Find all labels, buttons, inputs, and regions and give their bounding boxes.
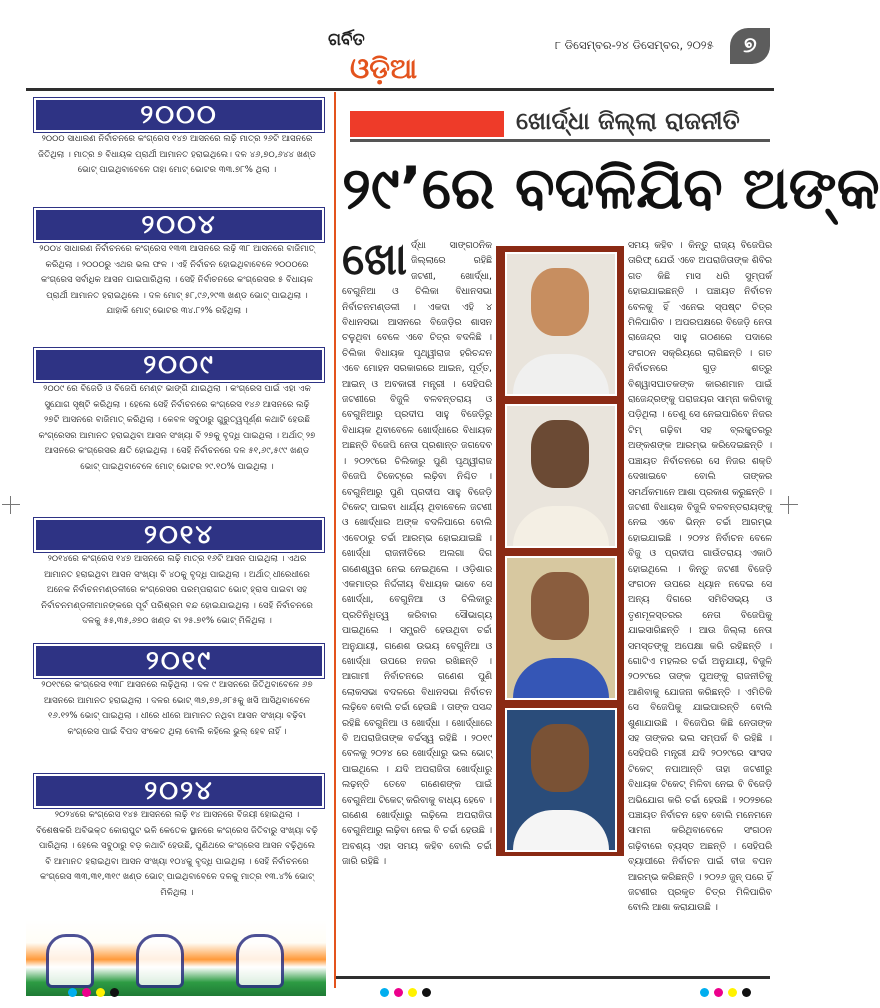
color-dot-yellow xyxy=(96,988,105,997)
year-text: ୨୦୧୯ରେ କଂଗ୍ରେସ ୧୩୮ ଆସନରେ ଲଢ଼ିଥିଲା । ଦଳ ୯ ଆସନରେ ଜିତିଥିବାବେଳେ ୬୭ ଆସନରେ ଆମାନତ ହରାଇଥିଲା । ଦଳର ଭୋଟ୍ ୩୭,୭୭,୬୮୫କୁ ଖସି ଆସିଥିବାବେଳେ ୧୬.୧୨% ଭୋଟ୍ ପାଇଥିଲା । ଧୀରେ ଧୀରେ ଆମାନତ ନଥିବା ଆସନ ସଂଖ୍ୟା ବଢ଼ିବା କଂଗ୍ରେସ ପାଇଁ ବିପଦ ସଂକେତ ଥିଲା ବୋଲି କହିଲେ ଭୁଲ୍ ହେବ ନାହିଁ । xyxy=(41,680,313,737)
year-heading: ୨୦୦୪ xyxy=(34,208,324,242)
hand-symbol-icon xyxy=(136,934,184,988)
color-dot-cyan xyxy=(68,988,77,997)
color-dot-cyan xyxy=(380,988,389,997)
color-dot-magenta xyxy=(714,988,723,997)
sidebar-history xyxy=(26,92,326,998)
year-heading: ୨୦୨୪ xyxy=(34,774,324,808)
year-text: ୨୦୨୪ରେ କଂଗ୍ରେସ ୧୪୫ ଆସନରେ ଲଢ଼ି ୧୪ ଆସନରେ ବିଜୟୀ ହୋଇଥିଲା । ବିଶେଷକରି ଅବିଭକ୍ତ କୋରାପୁଟ ଭଳି କେତେକ ସ୍ଥାନରେ କଂଗ୍ରେସ ଜିତିବାରୁ ସଂଖ୍ୟା ବଢ଼ି ପାରିଥିଲା । ହେଲେ ସବୁଠାରୁ ବଡ଼ କଥାଟି ହେଉଛି, ପୁଣିଥରେ କଂଗ୍ରେସ ଆସନ ବଢ଼ିଥିଲେ ବି ଆମାନତ ହରାଇଥିବା ଆସନ ସଂଖ୍ୟା ୧୦୪କୁ ବୃଦ୍ଧି ପାଇଥିଲା । ସେହି ନିର୍ବାଚନରେ କଂଗ୍ରେସ ୩୩,୩୧,୩୧୯ ଖଣ୍ଡ ଭୋଟ୍ ପାଇଥିବାବେଳେ ଦଳକୁ ମାତ୍ର ୧୩.୪% ଭୋଟ୍ ମିଳିଥିଲା । xyxy=(36,810,318,898)
year-heading: ୨୦୦୯ xyxy=(34,348,324,382)
article-text-1: ର୍ଦ୍ଧା ସାଙ୍ଗଠନିକ ଜିଲ୍ଲାରେ ରହିଛି ଜଟଣୀ, ଖୋର୍ଦ୍ଧା, ବେଗୁନିଆ ଓ ଚିଲିକା ବିଧାନସଭା ନିର୍ବାଚନମଣ୍ଡଳୀ । ଏକଦା ଏହି ୪ ବିଧାନସଭା ଆସନରେ ବିଜେଡ଼ିର ଶାସନ ଚଳୁଥିବା ବେଳେ ଏବେ ଚିତ୍ର ବଦଳିଛି । ଚିଲିକା ବିଧାୟକ ପୃଥ୍ୱୀରାଜ ହରିଚନ୍ଦନ ଏବେ ମୋହନ ସରକାରରେ ଆଇନ, ପୂର୍ତ୍ତ, ଆଇନ୍ ଓ ଅବକାରୀ ମନ୍ତ୍ରୀ । ସେହିପରି ଜଟଣୀରେ ବିଜୁଳି ବଳବନ୍ତରାୟ ଓ ବେଗୁନିଆରୁ ପ୍ରଦୀପ ସାହୁ ବିଜେଡ଼ିରୁ ବିଧାୟକ ଥିବାବେଳେ ଖୋର୍ଦ୍ଧାରେ ବିଧାୟକ ଅଛନ୍ତି ବିଜେପି ନେତା ପ୍ରଶାନ୍ତ ଜଗଦେବ । ୨୦୨୯ରେ ଚିଲିକାରୁ ପୁଣି ପୃଥ୍ୱୀରାଜ ବିଜେପି ଟିକେଟ୍ରେ ଲଢ଼ିବା ନିଶ୍ଚିତ । ବେଗୁନିଆରୁ ପୁଣି ପ୍ରଦୀପ ସାହୁ ବିଜେଡ଼ି ଟିକେଟ୍ ପାଇବା ଧାର୍ଯ୍ୟ ଥିବାବେଳେ ଜଟଣୀ ଓ ଖୋର୍ଦ୍ଧାର ଅଙ୍କ ବଦଳିପାରେ ବୋଲି ଏବେଠାରୁ ଚର୍ଚ୍ଚା ଆରମ୍ଭ ହୋଇଯାଇଛି । ଖୋର୍ଦ୍ଧା ରାଜନୀତିରେ ଅଲଗା ଦିଗ ଗଣେଶ୍ୱର ନେଇ ନେଇଥିଲେ । ଓଡ଼ିଶାର ଏକମାତ୍ର ନିର୍ଦ୍ଦଳୀୟ ବିଧାୟକ ଭାବେ ସେ ଖୋର୍ଦ୍ଧା, ବେଗୁନିଆ ଓ ଚିଲିକାରୁ ପ୍ରତିନିଧିତ୍ୱ କରିବାର ସୌଭାଗ୍ୟ ପାଇଥିଲେ । ସମ୍ପ୍ରତି ହେଉଥିବା ଚର୍ଚ୍ଚା ଅନୁଯାୟୀ, ଗଣେଶ ଉଭୟ ବେଗୁନିଆ ଓ ଖୋର୍ଦ୍ଧା ଉପରେ ନଜର ରଖିଛନ୍ତି । ଆଗାମୀ ନିର୍ବାଚନରେ ଗଣେଶ ପୁଣି ଲୋକସଭା ବଦଳରେ ବିଧାନସଭା ନିର୍ବାଚନ ଲଢ଼ିବେ ବୋଲି ଚର୍ଚ୍ଚା ହେଉଛି । ତାଙ୍କ ପସନ୍ଦ ରହିଛି ବେଗୁନିଆ ଓ ଖୋର୍ଦ୍ଧା । ଖୋର୍ଦ୍ଧାରେ ବି ଅପରାଜିତାଙ୍କ ବର୍ଚ୍ଚସ୍ୱ ରହିଛି । ୨୦୧୯ ବେଳକୁ ୨୦୨୪ ରେ ଖୋର୍ଦ୍ଧାରୁ ଭଲ ଭୋଟ୍ ପାଇଥିଲେ । ଯଦି ଅପରାଜିତା ଖୋର୍ଦ୍ଧାରୁ ଲଢ଼ନ୍ତି ତେବେ ଗଣେଶଙ୍କ ପାଇଁ ବେଗୁନିଆ ଟିକେଟ୍ କରିବାକୁ ବାଧ୍ୟ ହେବେ । ଗଣେଶ ଖୋର୍ଦ୍ଧାରୁ ଲଢ଼ିଲେ ଅପରାଜିତା ବେଗୁନିଆରୁ ଲଢ଼ିବା ନେଇ ବି ଚର୍ଚ୍ଚା ହେଉଛି । ଅବଶ୍ୟ ଏହା ସମୟ କହିବ ବୋଲି ଚର୍ଚ୍ଚା ଜାରି ରହିଛି । xyxy=(342,240,492,868)
photo-politician-4 xyxy=(505,708,617,852)
masthead-line2: ଓଡ଼ିଆ xyxy=(350,52,418,85)
header-rule xyxy=(26,88,774,91)
portrait-face xyxy=(531,572,589,640)
year-text: ୨୦୦୯ ରେ ବିଜେଡି ଓ ବିଜେପି ମେଣ୍ଟ ଭାଙ୍ଗି ଯାଇଥିଲା । କଂଗ୍ରେସ ପାଇଁ ଏହା ଏକ ସୁଯୋଗ ସୃଷ୍ଟି କରିଥିଲା । ହେଲେ ସେହି ନିର୍ବାଚନରେ କଂଗ୍ରେସ ୧୪୬ ଆସନରେ ଲଢ଼ି ୨୭ଟି ଆସନରେ ବାଜିମାତ୍ କରିଥିଲା । କେବଳ ସବୁଠାରୁ ଗୁରୁତ୍ୱପୂର୍ଣ୍ଣ କଥାଟି ହେଉଛି କଂଗ୍ରେସର ଆମାନତ ହରାଇଥିବା ଆସନ ସଂଖ୍ୟା ବି ୨୭କୁ ବୃଦ୍ଧି ପାଇଥିଲା । ଅର୍ଥାତ୍ ୨୭ ଆସନରେ କଂଗ୍ରେସର କ୍ଷତି ହୋଇଥିଲା । ସେହି ନିର୍ବାଚନରେ ଦଳ ୫୧,୬୯,୫୯୯ ଖଣ୍ଡ ଭୋଟ୍ ପାଇଥିବାବେଳେ ମୋଟ୍ ଭୋଟର ୨୯.୧୦% ପାଇଥିଲା । xyxy=(38,384,316,472)
section-accent-bar xyxy=(350,111,504,137)
color-dot-black xyxy=(742,988,751,997)
portrait-shirt xyxy=(513,506,609,546)
color-dot-black xyxy=(422,988,431,997)
hand-symbol-icon xyxy=(46,934,94,988)
portrait-shirt xyxy=(513,810,609,850)
section-rule xyxy=(350,139,770,142)
registration-mark-right xyxy=(780,496,798,514)
color-dot-magenta xyxy=(82,988,91,997)
color-dot-black xyxy=(110,988,119,997)
color-dot-cyan xyxy=(700,988,709,997)
color-dot-magenta xyxy=(394,988,403,997)
portrait-face xyxy=(531,724,589,792)
registration-mark-left xyxy=(2,496,20,514)
drop-cap: ଖୋ xyxy=(342,234,407,285)
page-number: ୭ xyxy=(730,28,770,64)
masthead-logo xyxy=(310,28,450,90)
footer-rule xyxy=(336,976,770,979)
year-heading: ୨୦୧୪ xyxy=(34,518,324,552)
masthead-line1: ଗର୍ବିତ xyxy=(328,30,365,50)
hand-symbol-icon xyxy=(236,934,284,988)
article-column-1 xyxy=(342,234,492,976)
column-divider xyxy=(334,92,336,988)
color-dot-yellow xyxy=(728,988,737,997)
section-label xyxy=(350,105,770,139)
headline: ୨୯’ରେ ବଦଳିଯିବ ଅଙ୍କ xyxy=(342,154,880,222)
year-text: ୨୦୦୪ ସାଧାରଣ ନିର୍ବାଚନରେ କଂଗ୍ରେସ ୧୩୩ ଆସନରେ ଲଢ଼ି ୩୮ ଆସନରେ ବାଜିମାତ୍ କରିଥିଲା । ୨୦୦୦ରୁ ଏଥର ଭଲ ଫଳ । ଏହି ନିର୍ବାଚନ ହୋଇଥିବାବେଳେ ୨୦୦୦ରେ କଂଗ୍ରେସ ସର୍ବାଧିକ ଆସନ ପାଇପାରିଥିଲା । ସେହି ନିର୍ବାଚନରେ କଂଗ୍ରେସର ୫ ବିଧାୟକ ପ୍ରାର୍ଥୀ ଆମାନତ ହରାଇଥିଲେ । ଦଳ ମୋଟ୍ ୫୮,୯୬,୨୯୩ ଖଣ୍ଡ ଭୋଟ୍ ପାଇଥିଲା । ଯାହାକି ମୋଟ୍ ଭୋଟର ୩୪.୮୨% ରହିଥିଲା । xyxy=(39,244,315,316)
portrait-face xyxy=(531,268,589,336)
portrait-face xyxy=(531,420,589,488)
congress-flag-image xyxy=(26,920,326,996)
portrait-shirt xyxy=(513,658,609,698)
year-text: ୨୦୦୦ ସାଧାରଣ ନିର୍ବାଚନରେ କଂଗ୍ରେସ ୧୪୭ ଆସନରେ ଲଢ଼ି ମାତ୍ର ୨୬ଟି ଆସନରେ ଜିତିଥିଲା । ମାତ୍ର ୭ ବିଧାୟକ ପ୍ରାର୍ଥୀ ଆମାନତ ହରାଇଥିଲେ। ଦଳ ୪୬,୭୦,୬୪୪ ଖଣ୍ଡ ଭୋଟ୍ ପାଇଥିବାବେଳେ ତାହା ମୋଟ୍ ଭୋଟର ୩୩.୭୮% ଥିଲା । xyxy=(38,134,316,175)
dateline: ୮ ଡିସେମ୍ବର-୨୪ ଡିସେମ୍ବର, ୨୦୨୫ xyxy=(555,38,714,52)
article-text-2: ସମୟ କହିବ । କିନ୍ତୁ ରାଜ୍ୟ ବିଜେପିର ତାରିଫ୍ ଯେଉଁ ଏବେ ଅପରାଜିତାଙ୍କ ଶିବିର ଗତ କିଛି ମାସ ଧରି ସୁମ୍ପର୍କ ହୋଇଯାଇଛନ୍ତି । ପଞ୍ଚାୟତ ନିର୍ବାଚନ ବେଳକୁ ହିଁ ଏନେଇ ସ୍ପଷ୍ଟ ଚିତ୍ର ମିଳିପାରିବ । ଅପରପକ୍ଷରେ ବିଜେଡ଼ି ନେତା ରାଜେନ୍ଦ୍ର ସାହୁ ଗଠଣରେ ପଦାରେ ସଂଗଠନ ସକ୍ରିୟରେ ଲାଗିଛନ୍ତି । ଗତ ନିର୍ବାଚନରେ ଗୁଡ଼ ଶତ୍ରୁ ବିଶ୍ୱାସଘାତକଙ୍କ କାରଣମାନ ପାଇଁ ରାଜେନ୍ଦ୍ରଙ୍କୁ ପରାଜୟର ସାମ୍ନା କରିବାକୁ ପଡ଼ିଥିଲା । ତେଣୁ ସେ ନେଇପାରିବେ ନିଜର ଟିମ୍ ଗଢ଼ିବା ସହ ବ୍ଲକ୍ସ୍ତରରୁ ଅଙ୍କଶଙ୍କ ଆରମ୍ଭ କରିଦେଇଛନ୍ତି । ପଞ୍ଚାୟତ ନିର୍ବାଚନରେ ସେ ନିଜର ଶକ୍ତି ଦେଖାଇବେ ବୋଲି ତାଙ୍କର ସମର୍ଥକମାନେ ଆଶା ପ୍ରକାଶ କରୁଛନ୍ତି । ଜଟଣୀ ବିଧାୟକ ବିଜୁଳି ବଳବନ୍ତରାୟଙ୍କୁ ନେଇ ଏବେ ଭିନ୍ନ ଚର୍ଚ୍ଚା ଆରମ୍ଭ ହୋଇଯାଇଛି । ୨୦୨୪ ନିର୍ବାଚନ ବେଳେ ବିଜୁ ଓ ପ୍ରଦୀପ ଗାଉଁତରାୟ ଏକାଠି ହୋଇଥିଲେ । କିନ୍ତୁ ଜଟଣୀ ବିଜେଡ଼ି ସଂଗଠନ ଉପରେ ଧ୍ୟାନ ନଦେଇ ସେ ଅନ୍ୟ ଦିଗରେ ସମିତିସଭ୍ୟ ଓ ତୃଣମୂଳସ୍ତରର ନେତା ବିଜେପିକୁ ଯାଇସାରିଛନ୍ତି । ଆଉ ଜିଲ୍ଲା ନେତା ସମସ୍ତଙ୍କୁ ଅପେକ୍ଷା କରି ରହିଛନ୍ତି । ଗୋଟିଏ ମହଲର ଚର୍ଚ୍ଚା ଅନୁଯାୟୀ, ବିଜୁଳି ୨୦୨୯ରେ ତାଙ୍କ ପୁଅଙ୍କୁ ରାଜନୀତିକୁ ଆଣିବାକୁ ଯୋଜନା କରିଛନ୍ତି । ଏମିତିକି ସେ ବିଜେପିକୁ ଯାଇପାରନ୍ତି ବୋଲି ଶୁଣାଯାଉଛି । ବିଜେପିର କିଛି ନେତାଙ୍କ ସହ ତାଙ୍କର ଭଲ ସମ୍ପର୍କ ବି ରହିଛି । ସେହିପରି ମନ୍ତ୍ରୀ ଯଦି ୨୦୨୯ରେ ସାଂସଦ ଟିକେଟ୍ ନପାଆନ୍ତି ତାହା ଜଟଣୀରୁ ବିଧାୟକ ଟିକେଟ୍ ମିଳିବା ନେଇ ବି ବିଜେଡ଼ି ଅଭିଯୋଗ କରି ଚର୍ଚ୍ଚା ହେଉଛି । ୨୦୨୭ରେ ପଞ୍ଚାୟତ ନିର୍ବାଚନ ହେବ ବୋଲି ମନେମନେ ସାମନା କରିଥିବାବେଳେ ସଂଗଠନ ଗଢ଼ିବାରେ ବ୍ୟସ୍ତ ଅଛନ୍ତି । ସେହିପରି ବ୍ୟାପୀରେ ନିର୍ବାଚନ ପାଇଁ ବୀଜ ବପନ ଆରମ୍ଭ କରିଛନ୍ତି । ୨୦୨୬ ଜୁନ୍ ପରେ ହିଁ ଜଟଣୀର ପ୍ରକୃତ ଚିତ୍ର ମିଳିପାରିବ ବୋଲି ଆଶା କରାଯାଉଛି । xyxy=(628,240,772,914)
photo-politician-1 xyxy=(505,252,617,396)
year-heading: ୨୦୦୦ xyxy=(34,98,324,132)
article-column-2 xyxy=(628,238,772,976)
year-text: ୨୦୧୪ରେ କଂଗ୍ରେସ ୧୪୭ ଆସନରେ ଲଢ଼ି ମାତ୍ର ୧୬ଟି ଆସନ ପାଇଥିଲା । ଏଥର ଆମାନତ ହରାଇଥିବା ଆସନ ସଂଖ୍ୟା ବି ୪୦କୁ ବୃଦ୍ଧି ପାଇଥିଲା । ଅର୍ଥାତ୍ ଧୀରେଧୀରେ ଅନେକ ନିର୍ବାଚନମଣ୍ଡଳୀରେ କଂଗ୍ରେସର ପରମ୍ପରାଗତ ଭୋଟ୍ ହ୍ରାସ ପାଇବା ସହ ନିର୍ବାଚନମଣ୍ଡଳୀମାନଙ୍କରେ ପୂର୍ବ ପରିଶ୍ରମ ବନ୍ଦ ହୋଇଯାଇଥିଲା । ସେହି ନିର୍ବାଚନରେ ଦଳକୁ ୫୫,୩୫,୬୭୦ ଖଣ୍ଡ ବା ୨୫.୭୧% ଭୋଟ୍ ମିଳିଥିଲା । xyxy=(41,554,313,626)
photo-politician-3 xyxy=(505,556,617,700)
year-heading: ୨୦୧୯ xyxy=(34,644,324,678)
section-title: ଖୋର୍ଦ୍ଧା ଜିଲ୍ଲା ରାଜନୀତି xyxy=(516,107,740,135)
color-dot-yellow xyxy=(408,988,417,997)
photo-politician-2 xyxy=(505,404,617,548)
portrait-shirt xyxy=(513,354,609,394)
